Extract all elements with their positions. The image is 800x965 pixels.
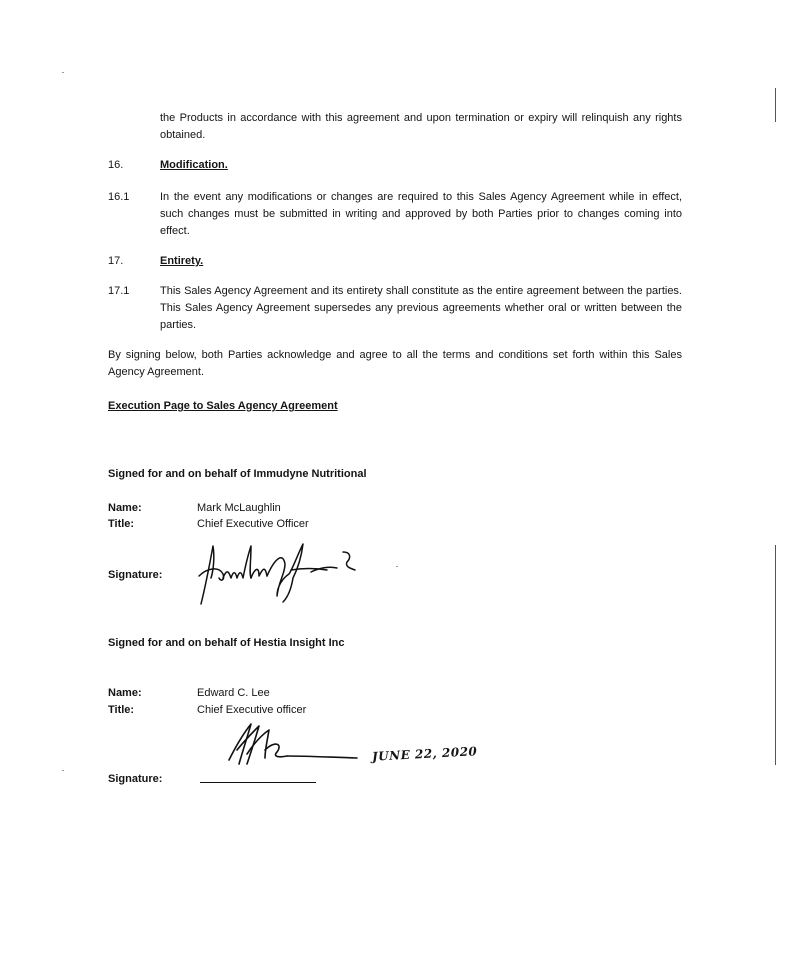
clause-16-1-text: In the event any modifications or changes are required to this Sales Agency Agreement while in effect, such changes must be submitted in writing and approved by both Parties prior to changes coming into effect. xyxy=(160,191,682,237)
section-17-heading: Entirety. xyxy=(160,255,204,267)
continuation-paragraph: the Products in accordance with this agreement and upon termination or expiry will relinquish any rights obtained. xyxy=(160,112,682,141)
signatory-2-title: Chief Executive officer xyxy=(197,704,307,716)
scan-edge-line-lower xyxy=(775,545,776,765)
signatory-2-title-label: Title: xyxy=(108,704,135,716)
signatory-1-name: Mark McLaughlin xyxy=(197,502,281,514)
scan-speck xyxy=(62,770,64,771)
section-16-number: 16. xyxy=(108,159,124,171)
signatory-1-title-label: Title: xyxy=(108,518,135,530)
clause-17-1-text: This Sales Agency Agreement and its entirety shall constitute as the entire agreement between the parties. This Sales Agency Agreement supersedes any previous agreements whether oral or written between the parties. xyxy=(160,285,682,331)
signatory-2-name: Edward C. Lee xyxy=(197,687,270,699)
signatory-1-name-label: Name: xyxy=(108,502,142,514)
signature-line xyxy=(200,782,316,783)
section-17-number: 17. xyxy=(108,255,124,267)
scan-speck xyxy=(62,72,64,73)
signatory-2-heading: Signed for and on behalf of Hestia Insight Inc xyxy=(108,637,345,649)
clause-17-1-number: 17.1 xyxy=(108,285,130,297)
clause-16-1-number: 16.1 xyxy=(108,191,130,203)
signatory-1-signature-label: Signature: xyxy=(108,569,163,581)
scan-edge-line-upper xyxy=(775,88,776,122)
section-16-heading: Modification. xyxy=(160,159,228,171)
signatory-2-name-label: Name: xyxy=(108,687,142,699)
signature-1-image xyxy=(193,538,363,608)
signatory-2-handwritten-date: JUNE 22, 2020 xyxy=(371,744,478,764)
closing-statement: By signing below, both Parties acknowledge and agree to all the terms and conditions set forth within this Sales Agency Agreement. xyxy=(108,349,682,378)
execution-page-heading: Execution Page to Sales Agency Agreement xyxy=(108,400,338,412)
signatory-1-title: Chief Executive Officer xyxy=(197,518,309,530)
signature-2-image xyxy=(225,720,365,770)
scan-speck xyxy=(396,566,398,567)
signatory-2-signature-label: Signature: xyxy=(108,773,163,785)
signatory-1-heading: Signed for and on behalf of Immudyne Nutritional xyxy=(108,468,367,480)
